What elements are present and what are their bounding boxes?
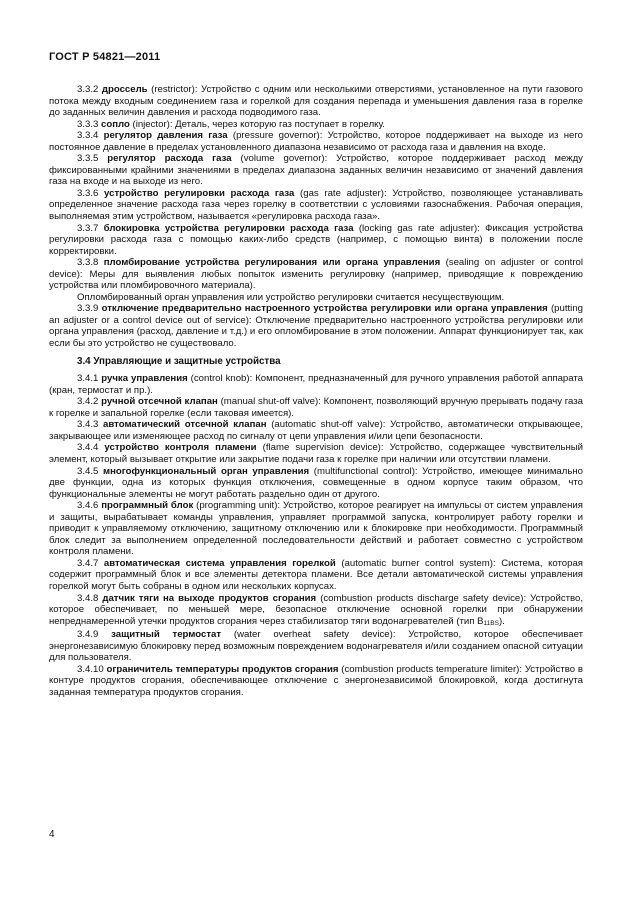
term-paragraph	[49, 153, 583, 188]
term-paragraph	[49, 558, 583, 593]
term-number: 3.3.5	[77, 153, 99, 165]
page-number: 4	[49, 829, 55, 840]
term-number: 3.4.2	[77, 396, 99, 408]
term-number: 3.4.1	[77, 373, 99, 385]
term-definition: (pressure governor): Устройство, которое поддерживает на выходе из него постоянное давление в пределах установленного диапазона независимо от расхода газа и давления на входе.	[49, 130, 583, 153]
term-name: регулятор давления газа	[103, 130, 228, 142]
term-definition: (manual shut-off valve): Компонент, позволяющий вручную прерывать подачу газа к горелке и запальной горелке (если таковая имеется).	[49, 396, 584, 419]
term-definition: (multifunctional control): Устройство, имеющее минимально две функции, одна из которых функция отключения, совмещенные в одном корпусе таким образом, что функциональные элементы не могут работать раздельно один от другого.	[49, 465, 584, 500]
term-definition: (control knob): Компонент, предназначенный для ручного управления работой аппарата (кран, термостат и пр.).	[49, 373, 584, 396]
term-definition: (flame supervision device): Устройство, содержащее чувствительный элемент, который вызывает открытие или закрытие подачи газа к горелке при наличии или отсутствии пламени.	[49, 442, 583, 465]
term-name: дроссель	[101, 84, 148, 95]
term-name: регулятор расхода газа	[107, 153, 232, 165]
term-name: автоматический отсечной клапан	[103, 419, 267, 431]
term-name: защитный термостат	[111, 629, 222, 641]
term-paragraph	[49, 419, 583, 442]
term-paragraph	[49, 500, 583, 558]
term-name: сопло	[101, 118, 130, 130]
term-definition: (restrictor): Устройство с одним или несколькими отверстиями, установленное на пути газового потока между входным соединением газа и горелкой для создания перепада и уменьшения давления газа в горелке до заданных величин давления и расхода подводимого газа.	[49, 84, 583, 119]
term-name: автоматическая система управления горелкой	[103, 557, 336, 569]
term-definition: (automatic burner control system): Система, которая содержит программный блок и все элементы детектора пламени. Все детали автоматической системы управления горелкой могут быть собраны в одном или нескольких корпусах.	[49, 557, 583, 592]
term-definition: (sealing on adjuster or control device): Меры для выявления любых попыток изменить регулировку (например, приводящие к повреждению устройства или пломбировочного материала).	[49, 257, 583, 292]
term-name: ручка управления	[101, 373, 188, 385]
term-paragraph	[49, 593, 583, 630]
term-name: устройство регулировки расхода газа	[104, 187, 295, 199]
term-paragraph	[49, 629, 583, 664]
term-name: отключение предварительно настроенного устройства регулировки или органа управления	[101, 303, 548, 315]
term-paragraph	[49, 257, 583, 292]
term-number: 3.3.3	[77, 118, 99, 130]
term-definition: (programming unit): Устройство, которое реагирует на импульсы от систем управления и защиты, вырабатывает команды управления, управляет программой запуска, контролирует работу горелки и приводит к управляемому отключению, защитному отключению или к блокировке при необходимости. Программный блок следит за выполнением определенной последовательности действий и работает совместно с устройством контроля пламени.	[49, 500, 583, 558]
term-number: 3.3.2	[77, 84, 99, 95]
term-definition: (gas rate adjuster): Устройство, позволяющее устанавливать определенное значение расхода газа через горелку в соответствии с условиями газоснабжения. Рабочая операция, выполняемая этим устройством, называется «регулировка расхода газа».	[49, 187, 583, 223]
term-paragraph	[49, 303, 583, 349]
subscript: 11BS	[483, 619, 499, 627]
term-paragraph	[49, 188, 583, 223]
term-number: 3.3.9	[77, 303, 99, 315]
term-number: 3.4.5	[77, 465, 99, 477]
term-number: 3.4.9	[77, 629, 99, 641]
term-name: многофункциональный орган управления	[102, 465, 310, 477]
term-paragraph	[49, 119, 583, 131]
term-name: устройство контроля пламени	[104, 442, 257, 454]
term-name: программный блок	[101, 500, 194, 512]
term-paragraph	[49, 442, 583, 465]
section-title: 3.4 Управляющие и защитные устройства	[77, 355, 281, 367]
term-number: 3.4.10	[77, 663, 104, 675]
note-sealed: Опломбированный орган управления или устройство регулировки считается несуществующим.	[77, 291, 505, 303]
document-header: ГОСТ Р 54821—2011	[49, 51, 161, 63]
term-name: блокировка устройства регулировки расхода газа	[103, 222, 354, 234]
term-definition: (putting an adjuster or a control device out of service): Отключение предварительно настроенного устройства регулировки или органа управления (расход, давление и т.д.) и его опломбирование в этом положении. Аппарат функционирует так, как если бы это устройство не существовало.	[49, 303, 583, 350]
term-number: 3.3.8	[77, 257, 99, 269]
terms-group-3-3	[49, 84, 583, 292]
term-definition: (volume governor): Устройство, которое поддерживает расход между фиксированными крайними значениями в пределах диапазона заданных величин независимо от значений давления газа на входе и на выходе из него.	[49, 153, 583, 188]
terms-group-3-4-end	[49, 629, 583, 698]
term-name: ограничитель температуры продуктов сгорания	[106, 663, 339, 675]
terms-group-3-4	[49, 373, 583, 592]
term-number: 3.4.3	[77, 419, 99, 431]
term-definition: (combustion products discharge safety device): Устройство, которое обеспечивает, по меньшей мере, безопасное отключение основной горелки при обнаружении непреднамеренной утечки продуктов сгорания через стабилизатор тяги водонагревателей (тип B	[49, 592, 583, 627]
term-paragraph	[49, 223, 583, 258]
term-number: 3.4.7	[77, 557, 99, 569]
term-paragraph	[49, 664, 583, 699]
term-paragraph	[49, 130, 583, 153]
term-name: пломбирование устройства регулирования или органа управления	[103, 257, 441, 269]
term-definition: (injector): Деталь, через которую газ поступает в горелку.	[129, 118, 385, 130]
term-name: датчик тяги на выходе продуктов сгорания	[102, 592, 317, 604]
term-number: 3.4.8	[77, 592, 99, 604]
term-definition: (combustion products temperature limiter): Устройство в контуре продуктов сгорания, обеспечивающее отключение с энергонезависимой блокировкой, когда достигнута заданная температура продуктов сгорания.	[49, 663, 583, 698]
term-number: 3.3.4	[77, 130, 99, 142]
term-paragraph	[49, 396, 583, 419]
term-paragraph	[49, 373, 583, 396]
term-paragraph	[49, 466, 583, 501]
term-definition-end: ).	[498, 615, 505, 627]
term-name: ручной отсечной клапан	[101, 396, 218, 408]
term-definition: (locking gas rate adjuster): Фиксация устройства регулировки расхода газа с помощью каких-либо средств (например, с помощью винта) в положении после корректировки.	[49, 222, 583, 257]
term-definition: (water overheat safety device): Устройство, которое обеспечивает энергонезависимую блокировку перед возможным повреждением водонагревателя и/или созданием опасной ситуации для пользователя.	[49, 629, 583, 664]
term-number: 3.3.6	[77, 187, 99, 199]
term-paragraph	[49, 84, 583, 119]
term-number: 3.4.4	[77, 442, 99, 454]
term-number: 3.3.7	[77, 222, 99, 234]
document-body	[49, 84, 583, 698]
term-number: 3.4.6	[77, 500, 99, 512]
term-definition: (automatic shut-off valve): Устройство, автоматически открывающее, закрывающее или изменяющее расход по сигналу от цепи управления и/или цепи безопасности.	[49, 419, 583, 442]
